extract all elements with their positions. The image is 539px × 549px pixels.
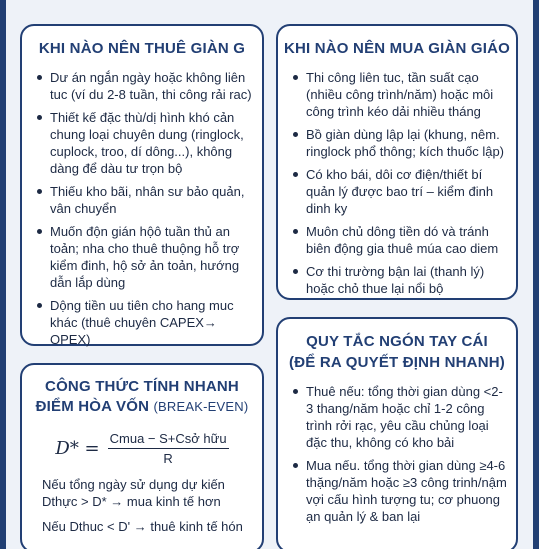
formula-title-line2: ĐIỂM HÒA VỐN	[35, 398, 150, 415]
buy-item: Thi công liên tuc, tần suất cạo (nhiều công trình/năm) hoặc môi công trình kéo dải nhiều tháng	[290, 69, 506, 120]
rule-title-line1: QUY TẮC NGÓN TAY CÁI	[306, 333, 488, 350]
buy-card	[276, 24, 518, 300]
rule-title	[278, 331, 516, 373]
rent-title: KHI NÀO NÊN THUÊ GIÀN G	[38, 40, 246, 57]
formula-card	[20, 363, 264, 549]
formula-denominator: R	[163, 451, 173, 466]
buy-item: Muôn chủ dông tiền dó và tránh biên động gia thuê múa cao diem	[290, 223, 506, 257]
rule-list	[278, 383, 516, 525]
buy-title: KHI NÀO NÊN MUA GIÀN GIÁO	[283, 40, 511, 57]
buy-item: Bồ giàn dùng lập lại (khung, nêm. ringlock phổ thông; kích thuốc lập)	[290, 126, 506, 160]
buy-item: Cơ thi trường bận lai (thanh lý) hoặc chỏ thue lại nổi bộ	[290, 263, 506, 297]
rent-item: Thiết kế đặc thù/dị hình khó cản chung loại chuyên dung (ringlock, cuplock, troo, dí dông...), không dàng để dàu tư trọn bộ	[34, 109, 252, 177]
formula-condition-buy: Nếu tổng ngày sử dụng dự kiến Dthực > D* → mua kinh tế hơn	[42, 477, 225, 509]
formula-lhs: D* =	[55, 438, 100, 459]
rent-item: Thiếu kho bãi, nhân sư bảo quản, vân chuyển	[34, 183, 252, 217]
formula-numerator: Cmua − S+Csở hữu	[108, 431, 229, 449]
rent-item: Dộng tiền uu tiên cho hang muc khác (thuê chuyên CAPEX→ OPEX)	[34, 297, 252, 348]
formula-fraction	[108, 431, 229, 466]
rent-card	[20, 24, 264, 346]
rule-item: Thuê nếu: tổng thời gian dùng <2-3 thang/năm hoặc chỉ 1-2 công trình rởi rạc, yêu cầu chủng loại đặc thu, không có kho bải	[290, 383, 508, 451]
rule-title-line2: (ĐỂ RA QUYẾT ĐỊNH NHANH)	[289, 354, 505, 371]
rule-item: Mua nếu. tổng thời gian dùng ≥4-6 thặng/năm hoặc ≥3 công trinh/nậm vợi cấu hình tượng tu; cơ phuong ạn quản lý & ban lại	[290, 457, 508, 525]
buy-item: Có kho bái, dôi cơ điện/thiết bí quản lý được bao trí – kiểm đinh dinh ky	[290, 166, 506, 217]
rule-card	[276, 317, 518, 549]
rent-list	[22, 69, 262, 348]
buy-list	[278, 69, 516, 297]
break-even-formula	[22, 431, 262, 466]
formula-condition-rent: Nếu Dthuc < D' → thuê kinh tế hón	[42, 519, 243, 534]
formula-title-line1: CÔNG THỨC TÍNH NHANH	[45, 378, 239, 395]
rent-item: Dư án ngắn ngày hoặc không liên tuc (ví du 2-8 tuần, thi công rải rac)	[34, 69, 252, 103]
formula-title	[22, 377, 262, 417]
formula-title-sub: (BREAK-EVEN)	[153, 399, 249, 414]
rent-item: Muốn độn gián hộô tuần thủ an toản; nha cho thuê thuộng hỗ trợ kiểm đinh, hộ sở ản toản, hướng dẫn lắp dùng	[34, 223, 252, 291]
